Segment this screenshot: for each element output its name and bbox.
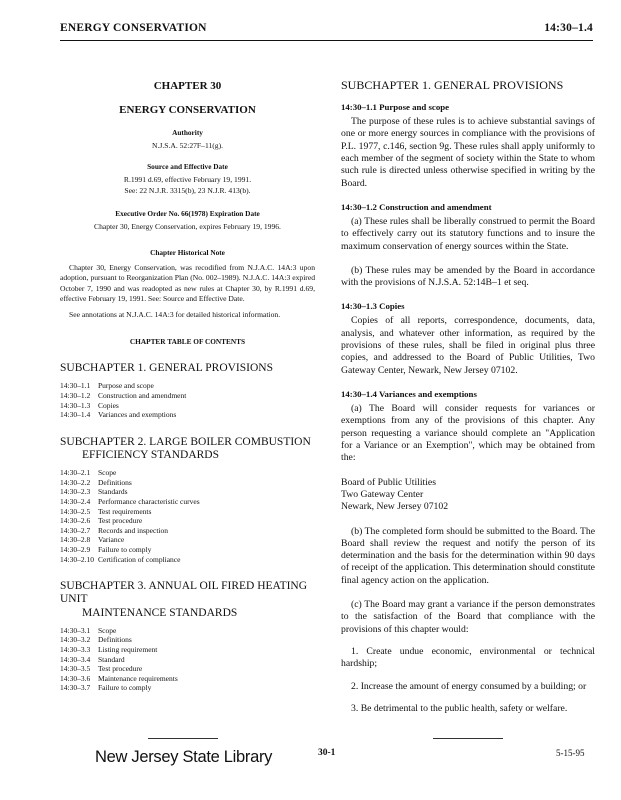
toc-entry-title: Records and inspection <box>98 525 168 535</box>
toc-subchapter-line: SUBCHAPTER 1. GENERAL PROVISIONS <box>60 362 273 375</box>
toc-entry-title: Purpose and scope <box>98 381 154 391</box>
section-paragraph: Copies of all reports, correspondence, documents, data, analysis, and whatever other information, as required by the provisions of these rules, shall be filed in original plus three copies, and addressed to the Board of Public Utilities, Two Gateway Center, Newark, New Jersey 07102. <box>341 315 595 376</box>
toc-entry <box>60 626 315 636</box>
toc-entry-title: Failure to comply <box>98 683 152 693</box>
section-paragraph: (a) These rules shall be liberally construed to permit the Board to effectively carry out its statutory functions and to insure the maximum conservation of energy sources within the State. <box>341 215 595 252</box>
toc-entry-title: Maintenance requirements <box>98 673 178 683</box>
see-annotations: See annotations at N.J.A.C. 14A:3 for detailed historical information. <box>69 310 281 319</box>
toc-entry-title: Test requirements <box>98 506 152 516</box>
toc-entry-title: Variances and exemptions <box>98 410 177 420</box>
toc-list <box>60 381 315 419</box>
subchapter-title: SUBCHAPTER 1. GENERAL PROVISIONS <box>341 78 564 92</box>
toc-entry <box>60 555 315 565</box>
toc-entry-title: Definitions <box>98 635 132 645</box>
toc-subchapter-title <box>60 580 315 620</box>
toc-entry <box>60 664 315 674</box>
running-header <box>60 22 593 40</box>
header-section: 14:30–1.4 <box>544 22 593 34</box>
toc-entry <box>60 391 315 401</box>
toc-entry-title: Certification of compliance <box>98 554 181 564</box>
toc-entry <box>60 516 315 526</box>
address-block <box>341 477 595 514</box>
toc-entry-number: 14:30–2.7 <box>60 525 91 535</box>
toc-subchapter-line: MAINTENANCE STANDARDS <box>82 606 238 619</box>
toc-entry-number: 14:30–2.2 <box>60 477 91 487</box>
section-heading: 14:30–1.1 Purpose and scope <box>341 102 450 112</box>
toc-entry <box>60 635 315 645</box>
toc-entry <box>60 674 315 684</box>
section-paragraph: (c) The Board may grant a variance if the person demonstrates to the satisfaction of the Board that compliance with the provisions of this chapter would: <box>341 599 595 635</box>
footer-rule <box>433 738 503 739</box>
toc-entry-number: 14:30–2.6 <box>60 516 91 526</box>
toc-entry <box>60 468 315 478</box>
toc-entry-title: Standards <box>98 487 128 497</box>
toc-entry-number: 14:30–2.1 <box>60 468 91 478</box>
authority-text: N.J.S.A. 52:27F–11(g). <box>151 141 224 150</box>
toc-entry-number: 14:30–1.4 <box>60 410 91 420</box>
section-heading: 14:30–1.4 Variances and exemptions <box>341 389 477 399</box>
list-item: 3. Be detrimental to the public health, safety or welfare. <box>351 702 568 714</box>
toc-list <box>60 468 315 564</box>
right-column <box>341 56 595 715</box>
toc-entry-title: Performance characteristic curves <box>98 497 200 507</box>
toc-entry-number: 14:30–3.3 <box>60 645 91 655</box>
toc-entry <box>60 507 315 517</box>
history-heading: Chapter Historical Note <box>150 248 225 257</box>
toc-entry-title: Construction and amendment <box>98 391 187 401</box>
toc-entry <box>60 645 315 655</box>
toc-entry-number: 14:30–3.1 <box>60 625 91 635</box>
source-heading: Source and Effective Date <box>147 162 228 172</box>
revision-date: 5-15-95 <box>556 748 585 758</box>
toc-subchapter-title <box>60 436 315 462</box>
address-line: Two Gateway Center <box>341 488 424 500</box>
toc-entry-number: 14:30–2.4 <box>60 497 91 507</box>
toc-entry-number: 14:30–2.10 <box>60 554 94 564</box>
toc-entry <box>60 655 315 665</box>
toc-list <box>60 626 315 693</box>
toc-entry-number: 14:30–3.7 <box>60 683 91 693</box>
toc-entry-number: 14:30–2.3 <box>60 487 91 497</box>
authority-heading: Authority <box>172 128 203 137</box>
toc-subchapter-title <box>60 362 315 375</box>
section-heading: 14:30–1.3 Copies <box>341 301 405 312</box>
library-stamp: New Jersey State Library <box>95 748 273 766</box>
toc-entry-number: 14:30–3.4 <box>60 654 91 664</box>
toc-entry-title: Variance <box>98 535 125 545</box>
source-line: R.1991 d.69, effective February 19, 1991. <box>123 175 252 185</box>
chapter-name: ENERGY CONSERVATION <box>119 104 256 116</box>
toc-entry-title: Copies <box>98 400 119 410</box>
list-item: 1. Create undue economic, environmental or technical hardship; <box>341 646 595 670</box>
address-line: Newark, New Jersey 07102 <box>341 501 449 513</box>
exec-order-heading: Executive Order No. 66(1978) Expiration Date <box>115 208 260 218</box>
toc-entry-title: Scope <box>98 625 117 635</box>
toc-subchapter-line: EFFICIENCY STANDARDS <box>82 449 219 462</box>
toc-subchapter-line: SUBCHAPTER 3. ANNUAL OIL FIRED HEATING UNIT <box>60 580 308 606</box>
section-paragraph: The purpose of these rules is to achieve substantial savings of one or more energy sources in compliance with the provisions of P.L. 1977, c.146, section 9g. These rules shall apply uniformly to each member of the segment of society within the State to whom such rule is directed unless otherwise specified in writing by the Board. <box>341 116 595 189</box>
history-text: Chapter 30, Energy Conservation, was recodified from N.J.A.C. 14A:3 upon adoption, pursuant to Reorganization Plan (No. 002–1989). N.J.A.C. 14A:3 expired October 7, 1990 and was readopted as new rules at Chapter 30, by R.1991 d.69, effective February 19, 1991. See: Source and Effective Date. <box>60 263 315 303</box>
toc-entry-number: 14:30–1.2 <box>60 391 91 401</box>
toc-entry-title: Scope <box>98 468 117 478</box>
toc-entry-title: Failure to comply <box>98 545 152 555</box>
toc-entry <box>60 381 315 391</box>
section-heading: 14:30–1.2 Construction and amendment <box>341 201 492 212</box>
left-column <box>60 56 315 693</box>
source-text <box>60 175 315 196</box>
list-item: 2. Increase the amount of energy consumed by a building; or <box>351 680 587 692</box>
toc-entry-number: 14:30–3.2 <box>60 635 91 645</box>
toc-entry-number: 14:30–1.1 <box>60 381 91 391</box>
toc-entry <box>60 526 315 536</box>
toc-entry <box>60 401 315 411</box>
exec-order-text: Chapter 30, Energy Conservation, expires February 19, 1996. <box>94 221 281 231</box>
address-line: Board of Public Utilities <box>341 476 436 488</box>
toc-entry-title: Definitions <box>98 477 132 487</box>
footer-rule <box>148 738 218 739</box>
toc-entry-number: 14:30–2.5 <box>60 506 91 516</box>
source-line: See: 22 N.J.R. 3315(b), 23 N.J.R. 413(b). <box>124 185 251 195</box>
toc-entry-number: 14:30–3.5 <box>60 664 91 674</box>
toc-heading: CHAPTER TABLE OF CONTENTS <box>129 337 246 347</box>
toc-entry-number: 14:30–2.9 <box>60 545 91 555</box>
toc-entry <box>60 497 315 507</box>
header-rule <box>60 40 593 41</box>
section-paragraph: (b) These rules may be amended by the Board in accordance with the provisions of N.J.S.A. 52:14B–1 et seq. <box>341 264 595 289</box>
toc-entry-number: 14:30–3.6 <box>60 673 91 683</box>
toc-entry <box>60 535 315 545</box>
table-of-contents <box>60 362 315 693</box>
toc-entry-number: 14:30–1.3 <box>60 400 91 410</box>
toc-entry <box>60 487 315 497</box>
toc-entry <box>60 683 315 693</box>
toc-entry <box>60 545 315 555</box>
section-paragraph: (b) The completed form should be submitted to the Board. The Board shall review the request and notify the person of its determination and the basis for the determination within 90 days of receipt of the application. This determination should constitute final agency action on the application. <box>341 525 595 586</box>
toc-entry-number: 14:30–2.8 <box>60 535 91 545</box>
toc-entry-title: Test procedure <box>98 516 143 526</box>
page-number: 30-1 <box>318 748 336 758</box>
toc-subchapter-line: SUBCHAPTER 2. LARGE BOILER COMBUSTION <box>60 435 311 448</box>
chapter-title: CHAPTER 30 <box>153 80 222 92</box>
toc-entry-title: Standard <box>98 654 125 664</box>
header-title: ENERGY CONSERVATION <box>60 22 207 34</box>
toc-entry <box>60 478 315 488</box>
section-paragraph: (a) The Board will consider requests for variances or exemptions from any of the provisions of this chapter. Any person requesting a variance should complete an "Application for a Variance or an Exemption", which may be obtained from the: <box>341 403 595 464</box>
toc-entry-title: Listing requirement <box>98 645 158 655</box>
toc-entry-title: Test procedure <box>98 664 143 674</box>
toc-entry <box>60 410 315 420</box>
